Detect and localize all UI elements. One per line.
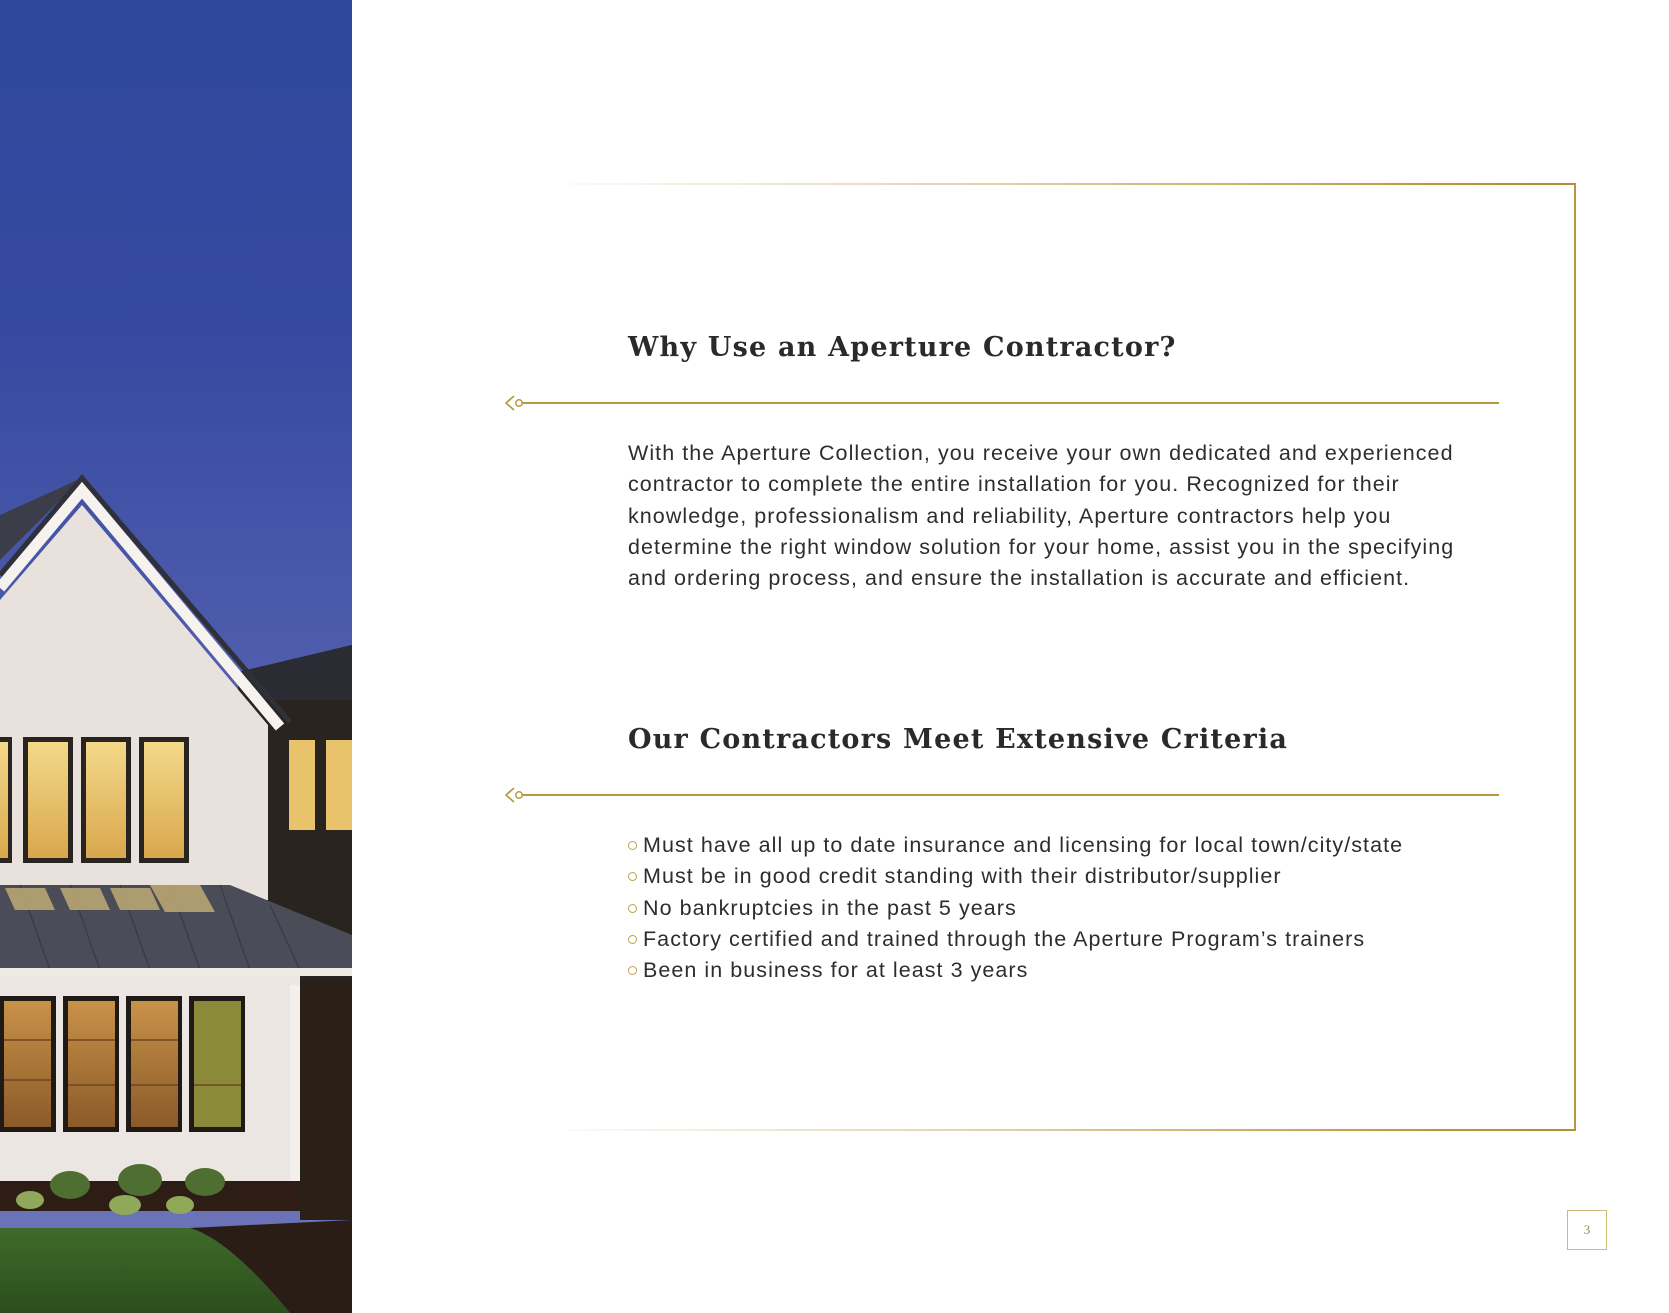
criteria-item: Factory certified and trained through the Aperture Program’s trainers — [628, 924, 1403, 955]
dot-icon — [516, 792, 522, 798]
why-use-paragraph: With the Aperture Collection, you receive your own dedicated and experienced contractor to complete the entire installation for you. Recognized for their knowledge, professionalism and reliability, Aperture contractors help you determine the right window solution for your home, assist you in the specifying and ordering process, and ensure the installation is accurate and efficient. — [628, 441, 1455, 591]
circle-bullet-icon — [628, 966, 637, 975]
frame-bottom-border — [570, 1129, 1576, 1131]
frame-top-border — [570, 183, 1576, 185]
circle-bullet-icon — [628, 872, 637, 881]
criteria-list — [628, 830, 1403, 986]
dot-icon — [516, 400, 522, 406]
section-divider-2 — [503, 787, 1499, 803]
frame-right-border — [1574, 183, 1576, 1131]
section-heading-criteria: Our Contractors Meet Extensive Criteria — [628, 724, 1289, 755]
criteria-item: Must have all up to date insurance and licensing for local town/city/state — [628, 830, 1403, 861]
arrow-left-icon — [506, 396, 514, 410]
arrow-left-icon — [506, 788, 514, 802]
criteria-item: Must be in good credit standing with their distributor/supplier — [628, 861, 1403, 892]
circle-bullet-icon — [628, 935, 637, 944]
section-heading-why-use: Why Use an Aperture Contractor? — [628, 332, 1177, 363]
section-divider-1 — [503, 395, 1499, 411]
circle-bullet-icon — [628, 904, 637, 913]
house-photo — [0, 0, 352, 1313]
criteria-item: No bankruptcies in the past 5 years — [628, 893, 1403, 924]
criteria-item: Been in business for at least 3 years — [628, 955, 1403, 986]
circle-bullet-icon — [628, 841, 637, 850]
page-number: 3 — [1567, 1210, 1607, 1250]
house-illustration — [0, 0, 352, 1313]
